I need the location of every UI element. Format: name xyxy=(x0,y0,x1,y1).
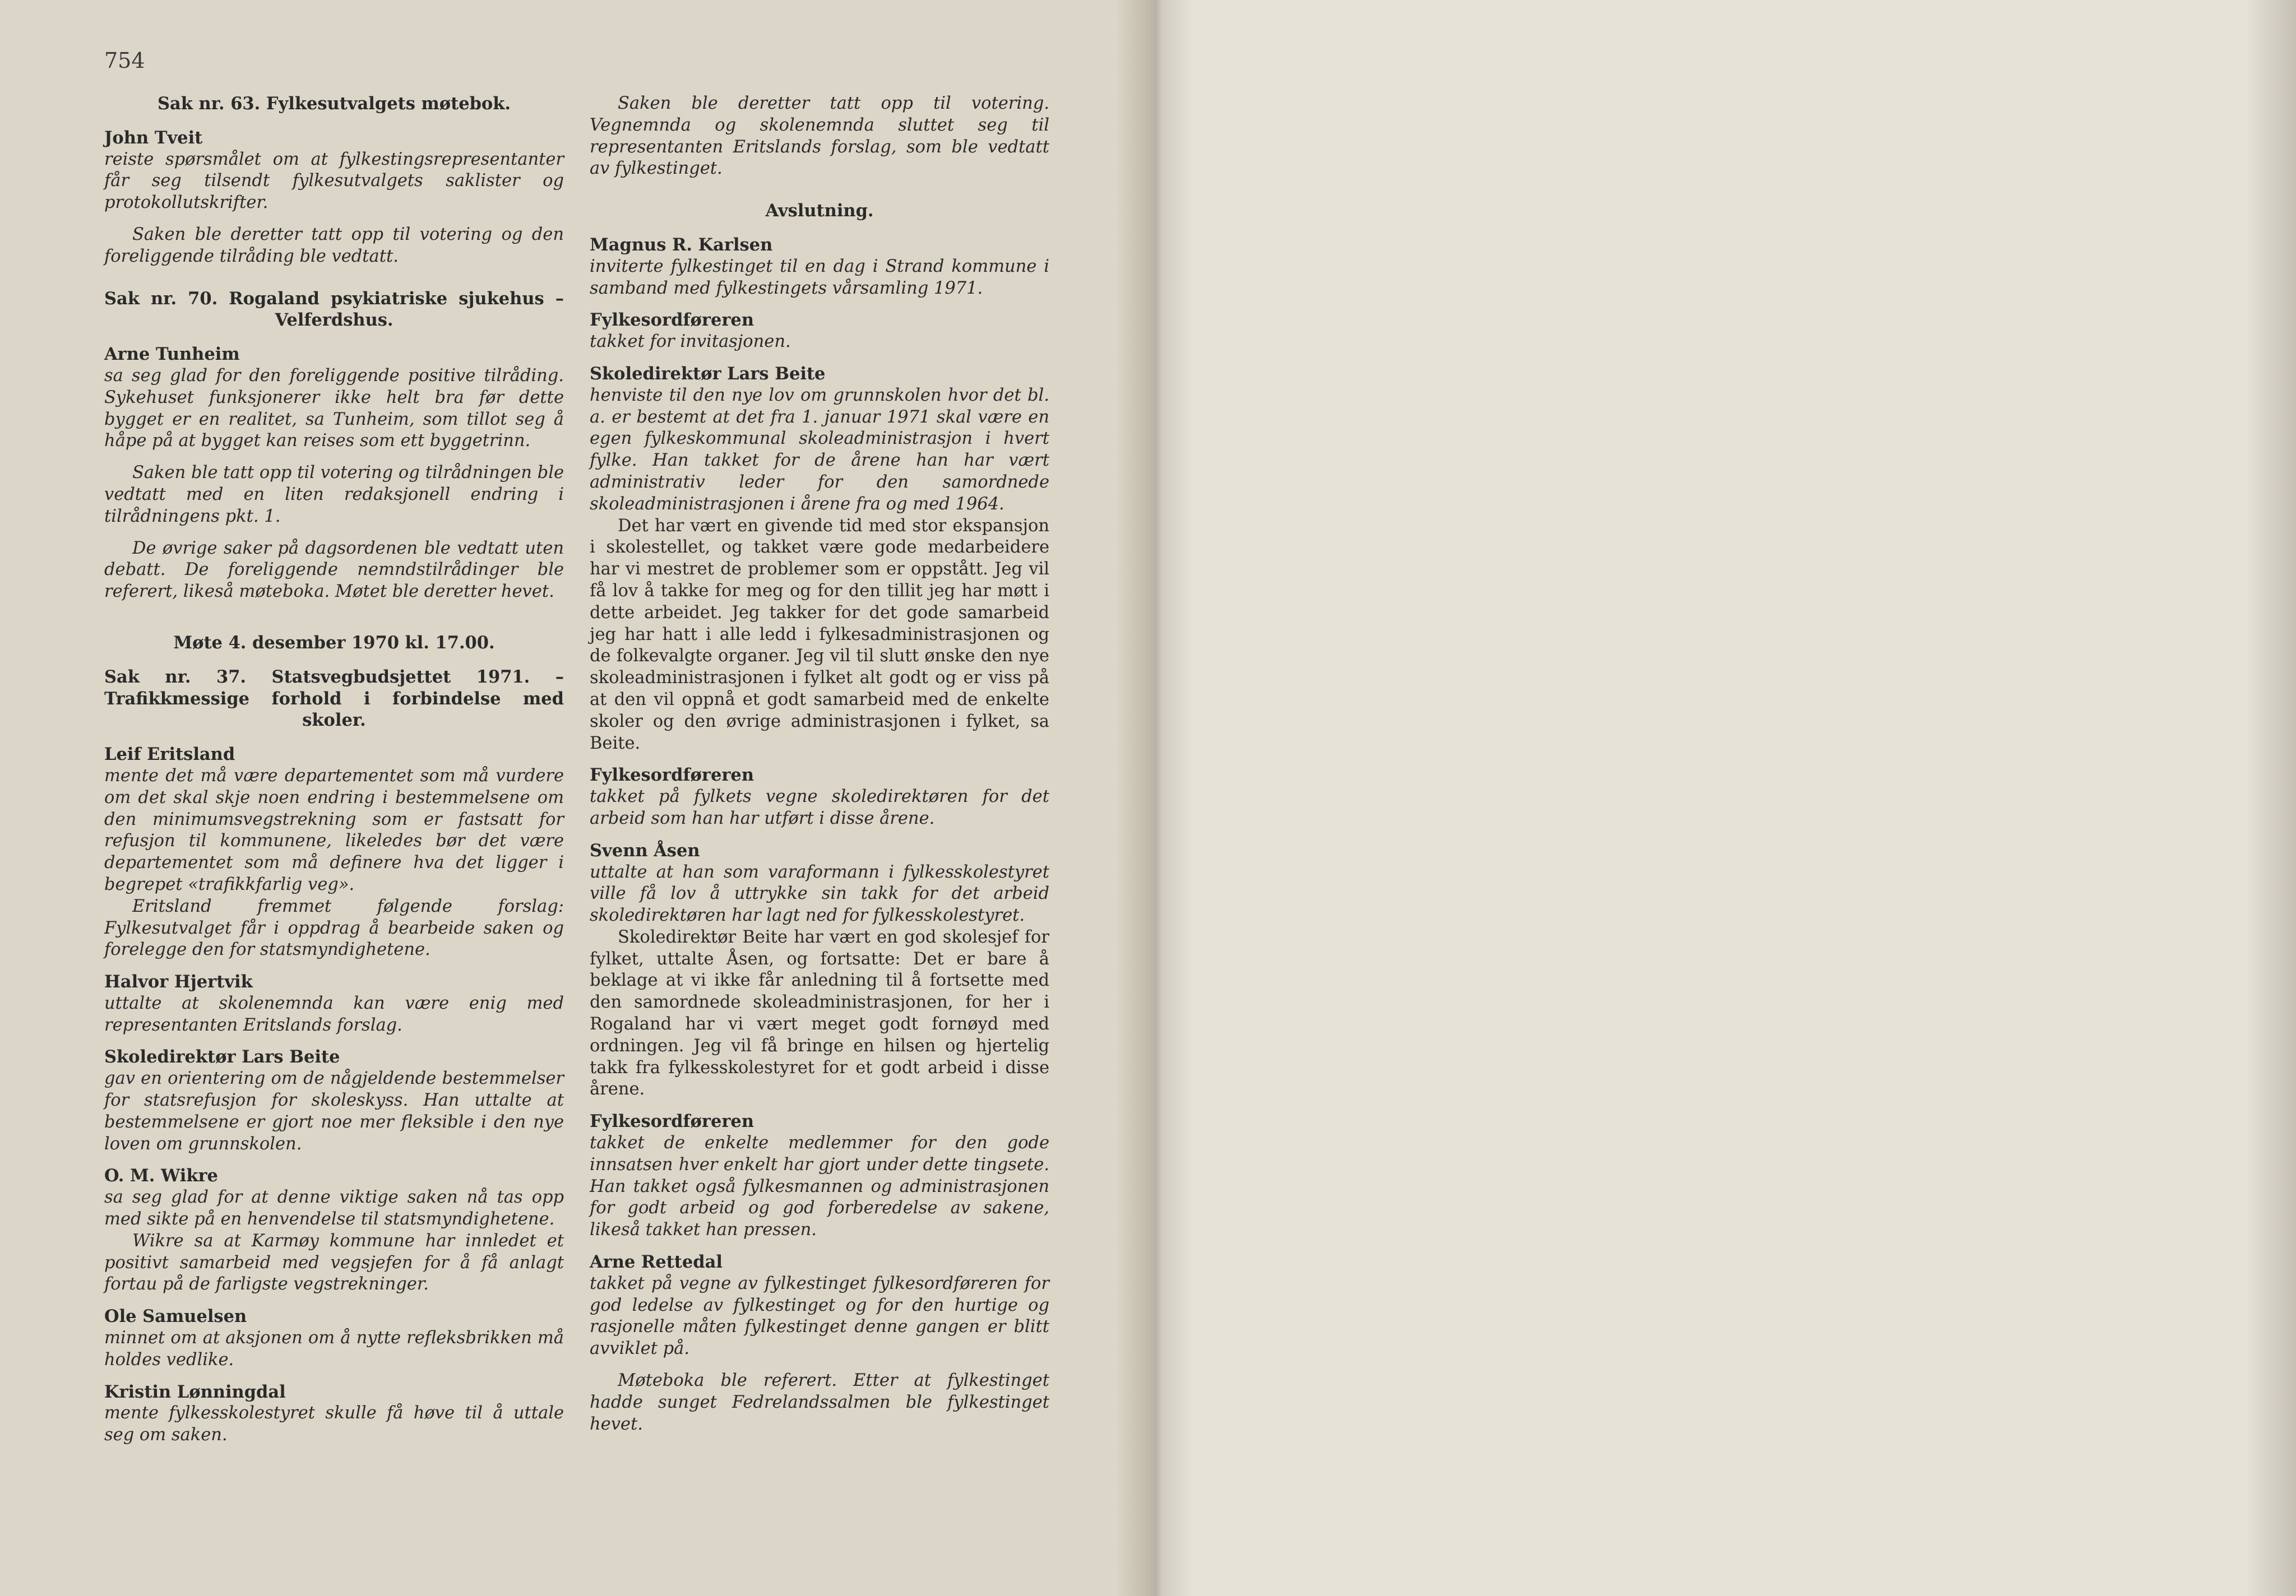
speech-text: mente det må være departementet som må vurdere om det skal skje noen endring i bestemmelsene om den minimumsvegstrekning som er fastsatt for refusjon til kommunene, likeledes bør det være departementet som må definere hva det ligger i begrepet «trafikkfarlig veg». xyxy=(104,765,564,894)
book-gutter xyxy=(1115,0,1194,1596)
speech-text: gav en orientering om de någjeldende bestemmelser for statsrefusjon for skoleskyss. Han uttalte at bestemmelsene er gjort noe mer fleksible i den nye loven om grunnskolen. xyxy=(104,1069,564,1154)
page-edge-shadow xyxy=(2246,0,2296,1596)
speaker-name: Skoledirektør Lars Beite xyxy=(104,1047,340,1068)
speech-text: reiste spørsmålet om at fylkestingsrepresentanter får seg tilsendt fylkesutvalgets saklister og protokollutskrifter. xyxy=(104,149,564,213)
speaker-name: Fylkesordføreren xyxy=(590,765,754,786)
meeting-heading: Møte 4. desember 1970 kl. 17.00. xyxy=(173,632,495,653)
speech-text: takket de enkelte medlemmer for den gode innsatsen hver enkelt har gjort under dette tingsete. Han takket også fylkesmannen og administrasjonen for godt arbeid og god forberedelse av sakene, likeså takket han pressen. xyxy=(590,1133,1049,1240)
right-page-blank xyxy=(1152,0,2296,1596)
speech-text: Skoledirektør Beite har vært en god skolesjef for fylket, uttalte Åsen, og fortsatte: Det er bare å beklage at vi ikke får anledning til å fortsette med den samordnede skoleadministrasjonen, for her i Rogaland har vi vært meget godt fornøyd med ordningen. Jeg vil få bringe en hilsen og hjertelig takk fra fylkesskolestyret for et godt arbeid i disse årene. xyxy=(590,927,1049,1099)
speech-text: Wikre sa at Karmøy kommune har innledet et positivt samarbeid med vegsjefen for å få anlagt fortau på de farligste vegstrekninger. xyxy=(104,1231,564,1295)
speech-text: sa seg glad for den foreliggende positive tilråding. Sykehuset funksjonerer ikke helt bra før dette bygget er en realitet, sa Tunheim, som tillot seg å håpe på at bygget kan reises som ett byggetrinn. xyxy=(104,365,564,451)
resolution-text: De øvrige saker på dagsordenen ble vedtatt uten debatt. De foreliggende nemndstilrådinger ble referert, likeså møteboka. Møtet ble deretter hevet. xyxy=(104,538,564,602)
speaker-name: Halvor Hjertvik xyxy=(104,972,253,992)
section-heading: Sak nr. 37. Statsvegbudsjettet 1971. – Trafikkmessige forhold i forbindelse med skoler. xyxy=(104,666,564,731)
section-heading: Sak nr. 70. Rogaland psykiatriske sjukehus – Velferdshus. xyxy=(104,288,564,331)
speech-text: henviste til den nye lov om grunnskolen hvor det bl. a. er bestemt at det fra 1. januar 1971 skal være en egen fylkeskommunal skoleadministrasjon i hvert fylke. Han takket for de årene han har vært administrativ leder for den samordnede skoleadministrasjonen i årene fra og med 1964. xyxy=(590,385,1049,514)
speech-text: mente fylkesskolestyret skulle få høve til å uttale seg om saken. xyxy=(104,1403,564,1445)
section-heading: Avslutning. xyxy=(765,201,874,221)
text-column-right xyxy=(590,93,1049,1435)
speech-text: takket på fylkets vegne skoledirektøren for det arbeid som han har utført i disse årene. xyxy=(590,787,1049,828)
speech-text: Eritsland fremmet følgende forslag: Fylkesutvalget får i oppdrag å bearbeide saken og forelegge den for statsmyndighetene. xyxy=(104,896,564,960)
speaker-name: Arne Rettedal xyxy=(590,1252,723,1273)
speech-text: takket for invitasjonen. xyxy=(590,332,791,352)
speech-text: sa seg glad for at denne viktige saken nå tas opp med sikte på en henvendelse til statsmyndighetene. xyxy=(104,1187,564,1230)
resolution-text: Saken ble deretter tatt opp til votering og den foreliggende tilråding ble vedtatt. xyxy=(104,224,564,266)
text-column-left xyxy=(104,93,564,1446)
speaker-name: Magnus R. Karlsen xyxy=(590,234,773,255)
speech-text: takket på vegne av fylkestinget fylkesordføreren for god ledelse av fylkestinget og for den hurtige og rasjonelle måten fylkestinget denne gangen er blitt avviklet på. xyxy=(590,1273,1049,1359)
speaker-name: Kristin Lønningdal xyxy=(104,1381,286,1402)
speaker-name: Fylkesordføreren xyxy=(590,310,754,331)
resolution-text: Saken ble tatt opp til votering og tilrådningen ble vedtatt med en liten redaksjonell endring i tilrådningens pkt. 1. xyxy=(104,463,564,526)
speaker-name: Ole Samuelsen xyxy=(104,1306,247,1327)
resolution-text: Saken ble deretter tatt opp til votering. Vegnemnda og skolenemnda sluttet seg til representanten Eritslands forslag, som ble vedtatt av fylkestinget. xyxy=(590,94,1049,179)
speech-text: uttalte at han som varaformann i fylkesskolestyret ville få lov å uttrykke sin takk for det arbeid skoledirektøren har lagt ned for fylkesskolestyret. xyxy=(590,862,1049,926)
speaker-name: Svenn Åsen xyxy=(590,840,700,861)
speaker-name: Skoledirektør Lars Beite xyxy=(590,363,826,384)
page-number: 754 xyxy=(104,48,145,73)
speaker-name: O. M. Wikre xyxy=(104,1166,218,1186)
section-heading: Sak nr. 63. Fylkesutvalgets møtebok. xyxy=(157,94,511,114)
speech-text: Det har vært en givende tid med stor ekspansjon i skolestellet, og takket være gode medarbeidere har vi mestret de problemer som er oppstått. Jeg vil få lov å takke for meg og for den tillit jeg har møtt i dette arbeidet. Jeg takker for det gode samarbeid jeg har hatt i alle ledd i fylkesadministrasjonen og de folkevalgte organer. Jeg vil til slutt ønske den nye skoleadministrasjonen i fylket alt godt og er viss på at den vil oppnå et godt samarbeid med de enkelte skoler og den øvrige administrasjonen i fylket, sa Beite. xyxy=(590,516,1049,753)
resolution-text: Møteboka ble referert. Etter at fylkestinget hadde sunget Fedrelandssalmen ble fylkestinget hevet. xyxy=(590,1371,1049,1434)
speaker-name: Leif Eritsland xyxy=(104,744,235,765)
speech-text: uttalte at skolenemnda kan være enig med representanten Eritslands forslag. xyxy=(104,993,564,1035)
speaker-name: Arne Tunheim xyxy=(104,344,240,365)
speech-text: minnet om at aksjonen om å nytte refleksbrikken må holdes vedlike. xyxy=(104,1328,564,1370)
speech-text: inviterte fylkestinget til en dag i Strand kommune i samband med fylkestingets vårsamling 1971. xyxy=(590,256,1049,298)
speaker-name: Fylkesordføreren xyxy=(590,1111,754,1132)
speaker-name: John Tveit xyxy=(104,127,203,148)
